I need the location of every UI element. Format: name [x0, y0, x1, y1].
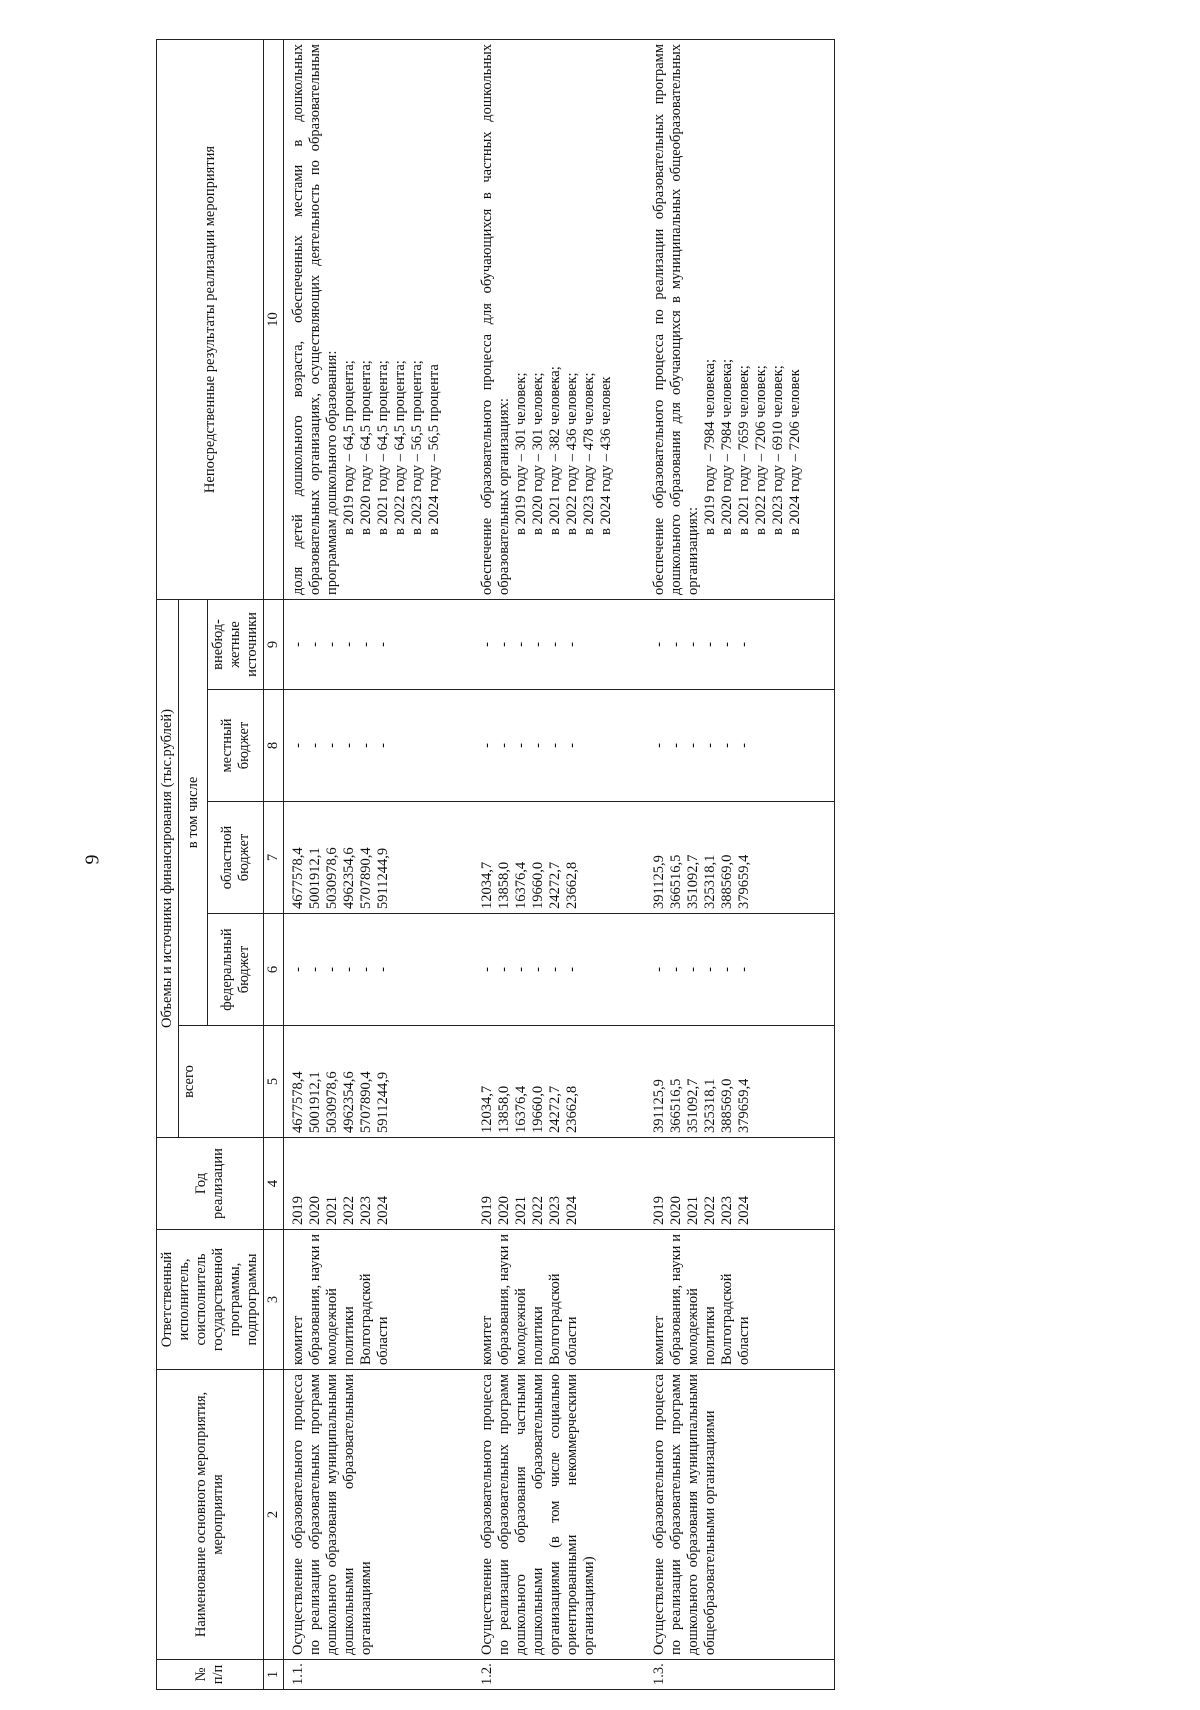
total-cell: [645, 1026, 835, 1138]
local-value: -: [736, 743, 752, 748]
total-value: 391125,9: [651, 1079, 667, 1133]
header-including: в том числе: [179, 600, 208, 1026]
result-cell: [645, 40, 835, 600]
year-value: 2022: [702, 1196, 718, 1225]
column-number-row: [264, 40, 284, 1690]
federal-value: -: [307, 967, 323, 972]
regional-value: 391125,9: [651, 855, 667, 909]
col-number: 9: [264, 600, 284, 690]
federal-value: -: [702, 967, 718, 972]
regional-value: 24272,7: [547, 861, 563, 909]
regional-cell: [645, 802, 835, 914]
extra-value: -: [668, 642, 684, 647]
federal-value: -: [341, 967, 357, 972]
year-cell: [284, 1138, 474, 1230]
col-number: 2: [264, 1370, 284, 1660]
table-row: [645, 40, 835, 1690]
federal-value: -: [290, 967, 306, 972]
local-value: -: [496, 743, 512, 748]
extra-cell: [473, 600, 645, 690]
total-value: 388569,0: [719, 1078, 735, 1133]
federal-cell: [645, 914, 835, 1026]
rotated-table-page: [156, 40, 1036, 1690]
federal-cell: [284, 914, 474, 1026]
result-line: в 2023 году – 478 человек;: [581, 372, 597, 535]
local-value: -: [668, 743, 684, 748]
federal-value: -: [685, 967, 701, 972]
regional-value: 23662,8: [564, 861, 580, 909]
table-row: [284, 40, 474, 1690]
local-cell: [284, 690, 474, 802]
local-value: -: [530, 743, 546, 748]
header-name: Наименование основного мероприятия, мероприятия: [157, 1370, 264, 1660]
row-number-text: 1.3.: [651, 1663, 667, 1685]
result-line: в 2019 году – 7984 человека;: [702, 359, 718, 535]
total-value: 5707890,4: [358, 1071, 374, 1133]
federal-value: -: [496, 967, 512, 972]
page-number: 9: [81, 854, 104, 865]
header-responsible: Ответственный исполнитель, соисполнитель государственной программы, подпрограммы: [157, 1230, 264, 1370]
col-number: 4: [264, 1138, 284, 1230]
year-value: 2024: [736, 1196, 752, 1225]
regional-value: 5707890,4: [358, 847, 374, 909]
extra-value: -: [479, 642, 495, 647]
table-body: [284, 40, 835, 1690]
regional-value: 5911244,9: [375, 847, 391, 909]
year-value: 2021: [685, 1196, 701, 1225]
responsible-text: комитет образования, науки и молодежной политики Волгоградской области: [651, 1234, 752, 1365]
result-line: в 2023 году – 6910 человек;: [770, 365, 786, 535]
year-value: 2021: [324, 1196, 340, 1225]
total-value: 379659,4: [736, 1078, 752, 1133]
result-line: в 2022 году – 64,5 процента;: [392, 360, 408, 535]
extra-value: -: [685, 642, 701, 647]
event-name-text: Осуществление образовательного процесса по реализации образовательных программ дошкольного образования частными дошкольными образовательными организациями (в том числе социально ориентированными некоммерческими организациями): [479, 1374, 597, 1655]
year-value: 2019: [651, 1196, 667, 1225]
extra-value: -: [290, 642, 306, 647]
regional-cell: [284, 802, 474, 914]
local-value: -: [702, 743, 718, 748]
extra-value: -: [324, 642, 340, 647]
year-value: 2019: [290, 1196, 306, 1225]
result-line: в 2023 году – 56,5 процента;: [409, 360, 425, 535]
responsible-text: комитет образования, науки и молодежной политики Волгоградской области: [290, 1234, 391, 1365]
year-value: 2024: [375, 1196, 391, 1225]
total-value: 5911244,9: [375, 1071, 391, 1133]
extra-value: -: [736, 642, 752, 647]
header-result: Непосредственные результаты реализации мероприятия: [157, 40, 264, 600]
federal-value: -: [547, 967, 563, 972]
result-cell: [284, 40, 474, 600]
federal-value: -: [719, 967, 735, 972]
regional-value: 351092,7: [685, 854, 701, 909]
table-row: [473, 40, 645, 1690]
extra-value: -: [530, 642, 546, 647]
year-value: 2023: [547, 1196, 563, 1225]
result-line: в 2021 году – 7659 человек;: [736, 365, 752, 535]
local-value: -: [307, 743, 323, 748]
row-number-text: 1.2.: [479, 1663, 495, 1685]
year-value: 2020: [668, 1196, 684, 1225]
result-line: в 2024 году – 436 человек: [598, 376, 614, 535]
result-line: в 2020 году – 7984 человека;: [719, 359, 735, 535]
extra-cell: [284, 600, 474, 690]
col-number: 8: [264, 690, 284, 802]
total-value: 351092,7: [685, 1078, 701, 1133]
year-value: 2019: [479, 1196, 495, 1225]
result-text: доля детей дошкольного возраста, обеспеченных местами в дошкольных образовательных организациях, осуществляющих деятельность по образовательным программам дошкольного образования:: [290, 44, 340, 595]
local-value: -: [324, 743, 340, 748]
federal-value: -: [513, 967, 529, 972]
header-federal: федеральный бюджет: [208, 914, 264, 1026]
federal-value: -: [375, 967, 391, 972]
local-value: -: [651, 743, 667, 748]
result-line: в 2020 году – 64,5 процента;: [358, 360, 374, 535]
federal-value: -: [668, 967, 684, 972]
result-line: в 2019 году – 64,5 процента;: [341, 360, 357, 535]
local-value: -: [513, 743, 529, 748]
result-line: в 2021 году – 64,5 процента;: [375, 360, 391, 535]
extra-value: -: [358, 642, 374, 647]
col-number: 1: [264, 1660, 284, 1690]
federal-value: -: [479, 967, 495, 972]
extra-value: -: [547, 642, 563, 647]
regional-value: 325318,1: [702, 854, 718, 909]
col-number: 6: [264, 914, 284, 1026]
total-cell: [284, 1026, 474, 1138]
extra-value: -: [496, 642, 512, 647]
total-value: 366516,5: [668, 1078, 684, 1133]
event-name: [473, 1370, 645, 1660]
result-line: в 2022 году – 7206 человек;: [753, 365, 769, 535]
year-cell: [645, 1138, 835, 1230]
local-value: -: [479, 743, 495, 748]
local-value: -: [375, 743, 391, 748]
header-num: № п/п: [157, 1660, 264, 1690]
event-name-text: Осуществление образовательного процесса по реализации образовательных программ дошкольного образования муниципальными дошкольными образовательными организациями: [290, 1374, 374, 1655]
regional-value: 379659,4: [736, 854, 752, 909]
header-total: всего: [179, 1026, 264, 1138]
local-value: -: [564, 743, 580, 748]
total-value: 16376,4: [513, 1085, 529, 1133]
total-value: 325318,1: [702, 1078, 718, 1133]
local-value: -: [547, 743, 563, 748]
federal-value: -: [564, 967, 580, 972]
header-financing: Объемы и источники финансирования (тыс.рублей): [157, 600, 179, 1138]
responsible: [645, 1230, 835, 1370]
year-value: 2023: [719, 1196, 735, 1225]
regional-value: 5030978,6: [324, 847, 340, 909]
row-number: [473, 1660, 645, 1690]
header-local: местный бюджет: [208, 690, 264, 802]
regional-cell: [473, 802, 645, 914]
col-number: 7: [264, 802, 284, 914]
federal-value: -: [324, 967, 340, 972]
result-line: в 2019 году – 301 человек;: [513, 372, 529, 535]
event-name: [284, 1370, 474, 1660]
total-value: 5001912,1: [307, 1071, 323, 1133]
result-line: в 2022 году – 436 человек;: [564, 372, 580, 535]
result-line: в 2024 году – 7206 человек: [787, 369, 803, 535]
col-number: 5: [264, 1026, 284, 1138]
federal-value: -: [651, 967, 667, 972]
result-line: в 2020 году – 301 человек;: [530, 372, 546, 535]
federal-value: -: [358, 967, 374, 972]
extra-value: -: [651, 642, 667, 647]
responsible: [473, 1230, 645, 1370]
event-name: [645, 1370, 835, 1660]
result-line: в 2021 году – 382 человека;: [547, 366, 563, 535]
total-value: 19660,0: [530, 1085, 546, 1133]
year-value: 2020: [496, 1196, 512, 1225]
extra-value: -: [702, 642, 718, 647]
total-cell: [473, 1026, 645, 1138]
result-text: обеспечение образовательного процесса по реализации образовательных программ дошкольного образования для обучающихся в муниципальных общеобразовательных организациях:: [651, 44, 701, 595]
extra-value: -: [564, 642, 580, 647]
federal-value: -: [736, 967, 752, 972]
extra-value: -: [513, 642, 529, 647]
extra-value: -: [341, 642, 357, 647]
federal-cell: [473, 914, 645, 1026]
total-value: 24272,7: [547, 1085, 563, 1133]
result-line: в 2024 году – 56,5 процента: [426, 364, 442, 535]
regional-value: 19660,0: [530, 861, 546, 909]
row-number: [645, 1660, 835, 1690]
year-value: 2022: [530, 1196, 546, 1225]
year-value: 2020: [307, 1196, 323, 1225]
responsible: [284, 1230, 474, 1370]
regional-value: 16376,4: [513, 861, 529, 909]
header-regional: областной бюджет: [208, 802, 264, 914]
row-number: [284, 1660, 474, 1690]
local-value: -: [358, 743, 374, 748]
regional-value: 13858,0: [496, 861, 512, 909]
extra-value: -: [375, 642, 391, 647]
regional-value: 12034,7: [479, 861, 495, 909]
program-table: [156, 39, 835, 1690]
local-cell: [473, 690, 645, 802]
year-value: 2022: [341, 1196, 357, 1225]
row-number-text: 1.1.: [290, 1663, 306, 1685]
local-value: -: [719, 743, 735, 748]
regional-value: 4962354,6: [341, 847, 357, 909]
regional-value: 4677578,4: [290, 847, 306, 909]
local-value: -: [290, 743, 306, 748]
year-value: 2021: [513, 1196, 529, 1225]
local-value: -: [341, 743, 357, 748]
result-text: обеспечение образовательного процесса для обучающихся в частных дошкольных образовательных организациях:: [479, 44, 512, 595]
col-number: 3: [264, 1230, 284, 1370]
total-value: 23662,8: [564, 1085, 580, 1133]
federal-value: -: [530, 967, 546, 972]
year-cell: [473, 1138, 645, 1230]
total-value: 12034,7: [479, 1085, 495, 1133]
local-value: -: [685, 743, 701, 748]
result-cell: [473, 40, 645, 600]
header-year: Год реализации: [157, 1138, 264, 1230]
regional-value: 366516,5: [668, 854, 684, 909]
responsible-text: комитет образования, науки и молодежной политики Волгоградской области: [479, 1234, 580, 1365]
regional-value: 388569,0: [719, 854, 735, 909]
local-cell: [645, 690, 835, 802]
total-value: 5030978,6: [324, 1071, 340, 1133]
year-value: 2024: [564, 1196, 580, 1225]
year-value: 2023: [358, 1196, 374, 1225]
regional-value: 5001912,1: [307, 847, 323, 909]
col-number: 10: [264, 40, 284, 600]
header-extra: внебюд-жетные источники: [208, 600, 264, 690]
extra-cell: [645, 600, 835, 690]
total-value: 4962354,6: [341, 1071, 357, 1133]
extra-value: -: [719, 642, 735, 647]
total-value: 4677578,4: [290, 1071, 306, 1133]
extra-value: -: [307, 642, 323, 647]
total-value: 13858,0: [496, 1085, 512, 1133]
event-name-text: Осуществление образовательного процесса по реализации образовательных программ дошкольного образования муниципальными общеобразовательными организациями: [651, 1374, 718, 1655]
